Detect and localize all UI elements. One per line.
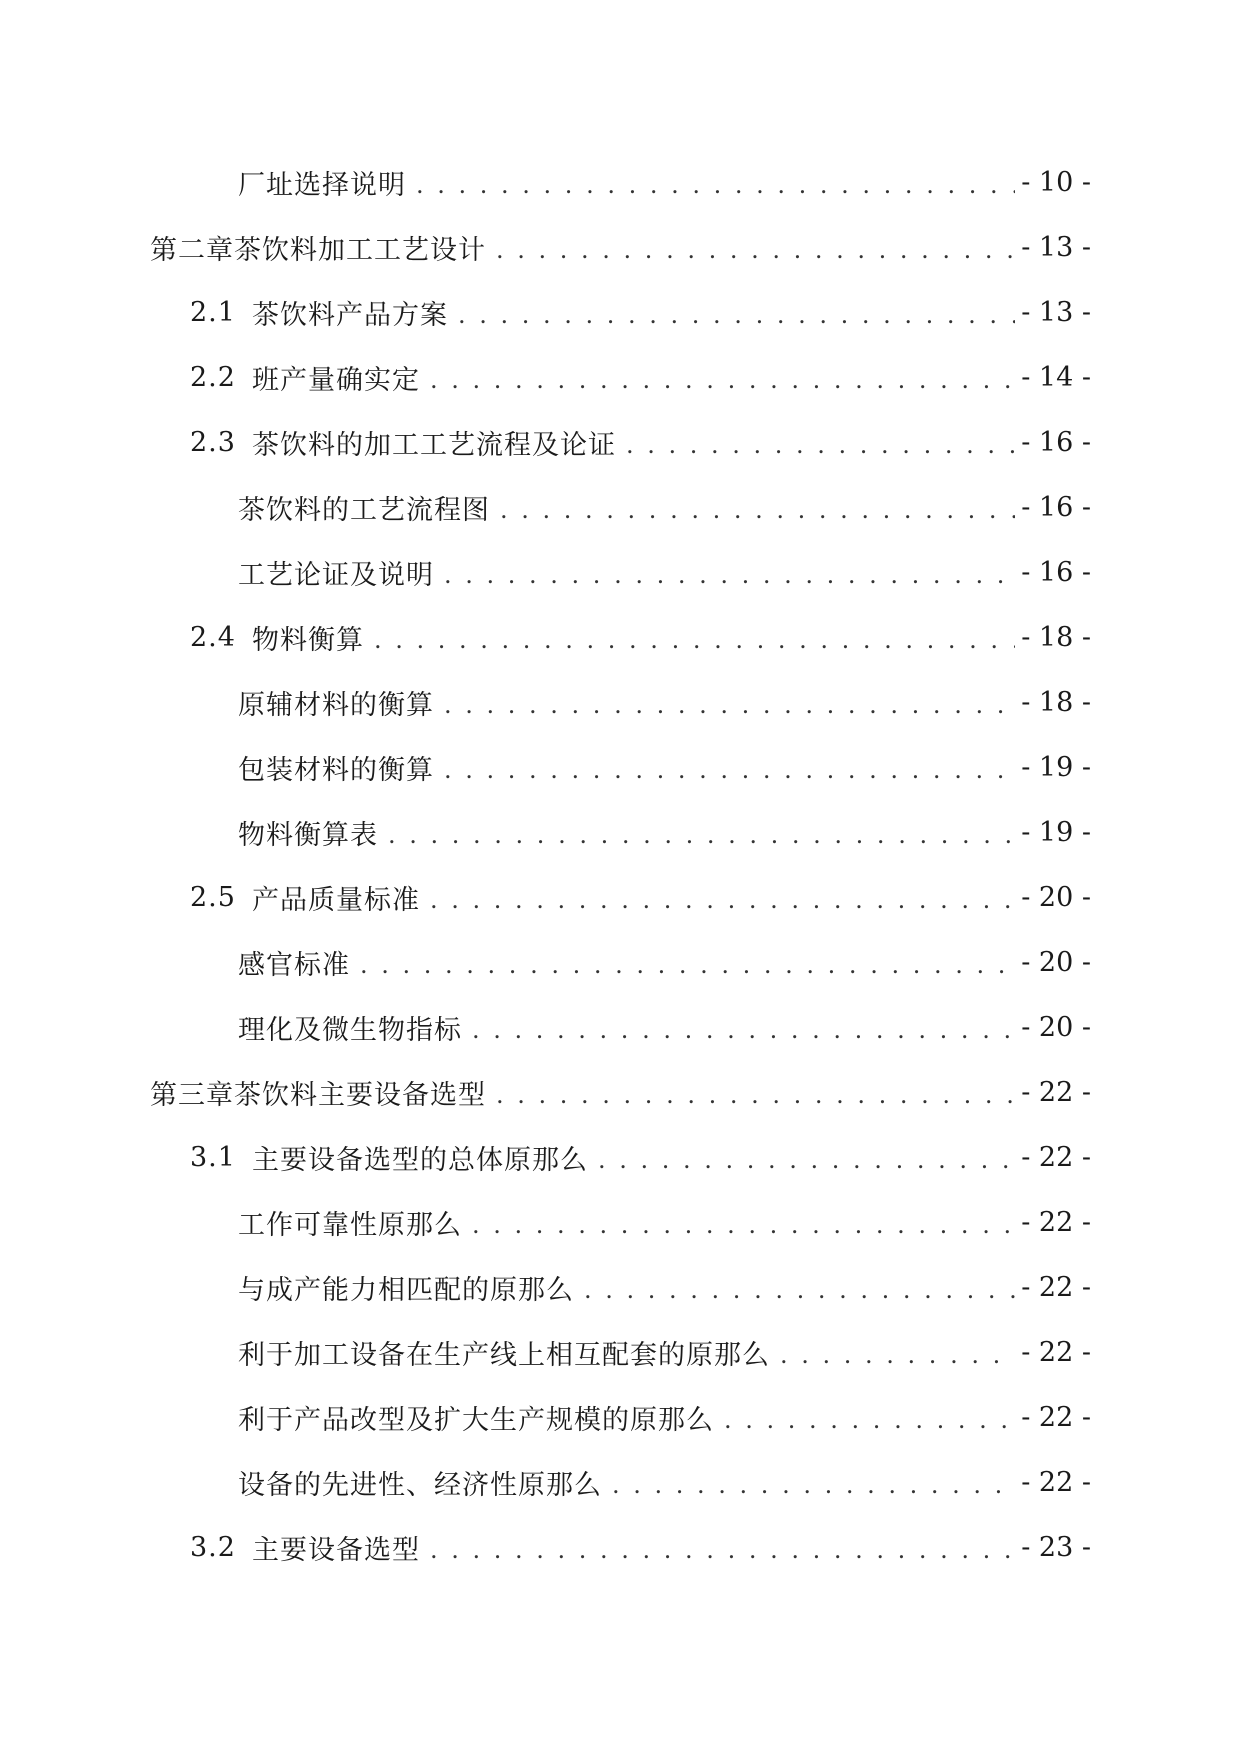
section-number: 2.4 (190, 622, 236, 653)
dot-leader (430, 886, 1015, 914)
dot-leader (724, 1406, 1015, 1434)
toc-chapter-entry[interactable] (0, 1060, 1241, 1125)
section-number: 3.1 (190, 1142, 236, 1173)
page-number: - 20 - (1021, 882, 1091, 913)
page-number: - 22 - (1021, 1467, 1091, 1498)
dot-leader (598, 1146, 1015, 1174)
dot-leader (430, 1536, 1015, 1564)
chapter-number: 第三章 (150, 1080, 234, 1111)
dot-leader (416, 171, 1015, 199)
page-number: - 16 - (1021, 427, 1091, 458)
page-number: - 13 - (1021, 297, 1091, 328)
dot-leader (472, 1016, 1015, 1044)
toc-section-entry[interactable] (0, 1515, 1241, 1580)
toc-entry-title: 感官标准 (238, 950, 350, 981)
dot-leader (500, 496, 1015, 524)
toc-section-entry[interactable] (0, 865, 1241, 930)
dot-leader (584, 1276, 1015, 1304)
page-number: - 19 - (1021, 817, 1091, 848)
toc-section-entry[interactable] (0, 410, 1241, 475)
page-number: - 23 - (1021, 1532, 1091, 1563)
toc-subsection-entry[interactable] (0, 670, 1241, 735)
page-number: - 19 - (1021, 752, 1091, 783)
dot-leader (780, 1341, 1015, 1369)
toc-subsection-entry[interactable] (0, 1450, 1241, 1515)
page-number: - 22 - (1021, 1207, 1091, 1238)
dot-leader (444, 756, 1015, 784)
toc-subsection-entry[interactable] (0, 540, 1241, 605)
page-number: - 22 - (1021, 1402, 1091, 1433)
toc-subsection-entry[interactable] (0, 930, 1241, 995)
dot-leader (388, 821, 1015, 849)
page-number: - 10 - (1021, 167, 1091, 198)
dot-leader (496, 236, 1015, 264)
toc-entry-title: 设备的先进性、经济性原那么 (238, 1470, 602, 1501)
toc-entry-title: 茶饮料的工艺流程图 (238, 495, 490, 526)
toc-subsection-entry[interactable] (0, 1320, 1241, 1385)
toc-subsection-entry[interactable] (0, 800, 1241, 865)
toc-entry-title: 利于产品改型及扩大生产规模的原那么 (238, 1405, 714, 1436)
toc-entry-title: 工艺论证及说明 (238, 560, 434, 591)
toc-entry-title: 原辅材料的衡算 (238, 690, 434, 721)
toc-entry-title: 厂址选择说明 (238, 170, 406, 201)
page-number: - 18 - (1021, 687, 1091, 718)
chapter-number: 第二章 (150, 235, 234, 266)
dot-leader (444, 691, 1015, 719)
toc-section-entry[interactable] (0, 345, 1241, 410)
page-number: - 22 - (1021, 1077, 1091, 1108)
page-number: - 22 - (1021, 1272, 1091, 1303)
toc-entry-title: 产品质量标准 (251, 885, 420, 916)
toc-subsection-entry[interactable] (0, 1255, 1241, 1320)
section-number: 2.1 (190, 297, 236, 328)
section-number: 3.2 (190, 1532, 236, 1563)
toc-entry-title: 主要设备选型 (251, 1535, 420, 1566)
dot-leader (496, 1081, 1015, 1109)
toc-entry-title: 茶饮料产品方案 (251, 300, 448, 331)
section-number: 2.2 (190, 362, 236, 393)
page-number: - 16 - (1021, 492, 1091, 523)
toc-entry-title: 工作可靠性原那么 (238, 1210, 462, 1241)
toc-subsection-entry[interactable] (0, 1385, 1241, 1450)
page-number: - 14 - (1021, 362, 1091, 393)
dot-leader (458, 301, 1015, 329)
toc-entry-title: 与成产能力相匹配的原那么 (238, 1275, 574, 1306)
section-number: 2.3 (190, 427, 236, 458)
toc-entry-title: 茶饮料的加工工艺流程及论证 (251, 430, 616, 461)
page-number: - 18 - (1021, 622, 1091, 653)
section-number: 2.5 (190, 882, 236, 913)
toc-subsection-entry[interactable] (0, 995, 1241, 1060)
toc-entry-title: 利于加工设备在生产线上相互配套的原那么 (238, 1340, 770, 1371)
toc-entry-title: 理化及微生物指标 (238, 1015, 462, 1046)
page-number: - 22 - (1021, 1142, 1091, 1173)
page-number: - 22 - (1021, 1337, 1091, 1368)
page-number: - 20 - (1021, 1012, 1091, 1043)
dot-leader (472, 1211, 1015, 1239)
dot-leader (626, 431, 1015, 459)
toc-chapter-entry[interactable] (0, 215, 1241, 280)
dot-leader (374, 626, 1015, 654)
dot-leader (612, 1471, 1015, 1499)
toc-section-entry[interactable] (0, 280, 1241, 345)
toc-entry-title: 茶饮料加工工艺设计 (234, 235, 486, 266)
toc-subsection-entry[interactable] (0, 475, 1241, 540)
toc-section-entry[interactable] (0, 605, 1241, 670)
toc-subsection-entry[interactable] (0, 735, 1241, 800)
toc-entry-title: 包装材料的衡算 (238, 755, 434, 786)
toc-entry-title: 主要设备选型的总体原那么 (251, 1145, 588, 1176)
toc-entry-title: 物料衡算 (251, 625, 364, 656)
dot-leader (430, 366, 1015, 394)
toc-section-entry[interactable] (0, 1125, 1241, 1190)
table-of-contents (0, 150, 1241, 1580)
page-number: - 13 - (1021, 232, 1091, 263)
toc-subsection-entry[interactable] (0, 1190, 1241, 1255)
toc-entry-title: 物料衡算表 (238, 820, 378, 851)
page-number: - 20 - (1021, 947, 1091, 978)
toc-entry-title: 茶饮料主要设备选型 (234, 1080, 486, 1111)
page-number: - 16 - (1021, 557, 1091, 588)
dot-leader (444, 561, 1015, 589)
dot-leader (360, 951, 1015, 979)
toc-subsection-entry[interactable] (0, 150, 1241, 215)
toc-entry-title: 班产量确实定 (251, 365, 420, 396)
